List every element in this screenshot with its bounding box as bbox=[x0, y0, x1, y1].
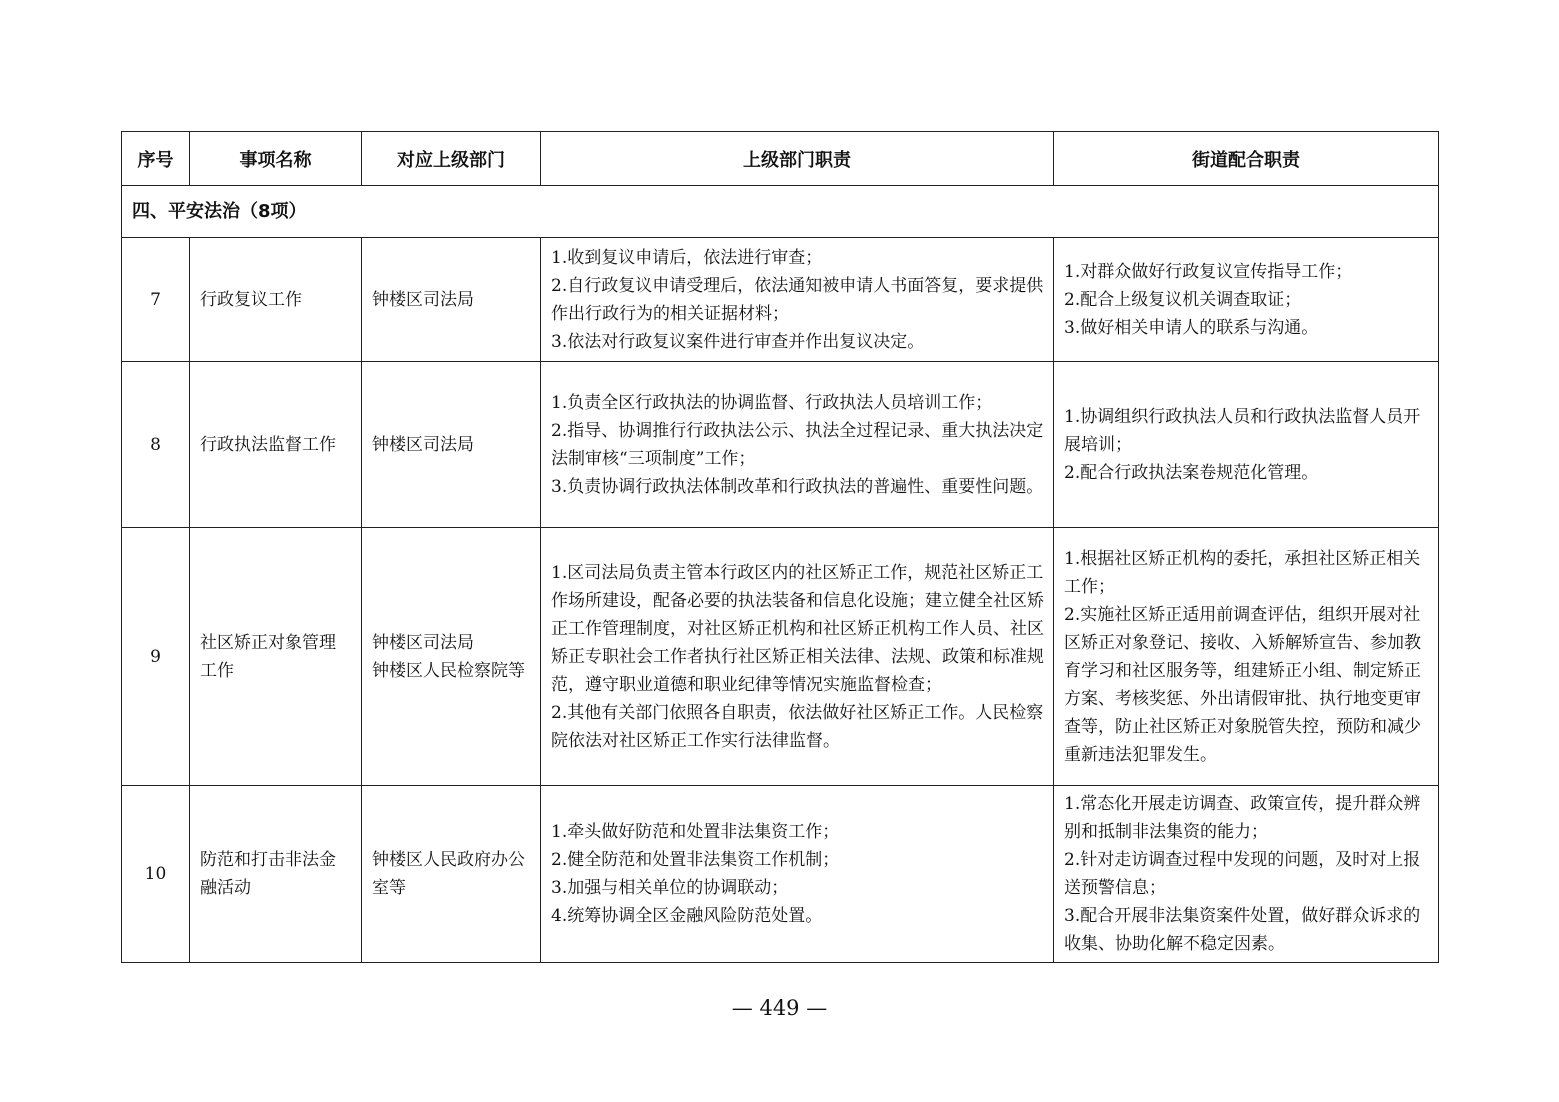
upper-duty-line: 2.健全防范和处置非法集资工作机制； bbox=[551, 850, 840, 870]
row-upper-duties bbox=[541, 238, 1054, 362]
street-duty-line: 2.针对走访调查过程中发现的问题，及时对上报送预警信息； bbox=[1064, 850, 1421, 898]
row-item-name: 行政执法监督工作 bbox=[190, 362, 362, 528]
upper-duty-line: 4.统筹协调全区金融风险防范处置。 bbox=[551, 906, 823, 926]
street-duty-line: 2.实施社区矫正适用前调查评估，组织开展对社区矫正对象登记、接收、入矫解矫宣告、参加教育学习和社区服务等，组建矫正小组、制定矫正方案、考核奖惩、外出请假审批、执行地变更审查等，防止社区矫正对象脱管失控，预防和减少重新违法犯罪发生。 bbox=[1064, 604, 1421, 765]
header-department: 对应上级部门 bbox=[362, 132, 541, 186]
table-row bbox=[122, 786, 1439, 963]
row-street-duties bbox=[1054, 362, 1439, 528]
street-duty-line: 2.配合上级复议机关调查取证； bbox=[1064, 289, 1302, 310]
upper-duty-line: 3.依法对行政复议案件进行审查并作出复议决定。 bbox=[551, 331, 925, 352]
section-title: 四、平安法治（8项） bbox=[122, 186, 1439, 238]
row-num: 9 bbox=[122, 528, 190, 786]
duties-table bbox=[121, 131, 1439, 963]
row-department: 钟楼区司法局 bbox=[362, 238, 541, 362]
street-duty-line: 3.做好相关申请人的联系与沟通。 bbox=[1064, 317, 1319, 338]
row-upper-duties bbox=[541, 786, 1054, 963]
row-department bbox=[362, 528, 541, 786]
row-street-duties bbox=[1054, 238, 1439, 362]
row-upper-duties bbox=[541, 362, 1054, 528]
upper-duty-line: 3.加强与相关单位的协调联动； bbox=[551, 878, 789, 898]
header-row bbox=[122, 132, 1439, 186]
upper-duty-line: 3.负责协调行政执法体制改革和行政执法的普遍性、重要性问题。 bbox=[551, 476, 1044, 497]
table-row bbox=[122, 238, 1439, 362]
upper-duty-line: 1.区司法局负责主管本行政区内的社区矫正工作，规范社区矫正工作场所建设，配备必要的执法装备和信息化设施；建立健全社区矫正工作管理制度，对社区矫正机构和社区矫正机构工作人员、社区矫正专职社会工作者执行社区矫正相关法律、法规、政策和标准规范，遵守职业道德和职业纪律等情况实施监督检查； bbox=[551, 562, 1044, 695]
row-street-duties bbox=[1054, 786, 1439, 963]
row-upper-duties bbox=[541, 528, 1054, 786]
street-duty-line: 1.协调组织行政执法人员和行政执法监督人员开展培训； bbox=[1064, 406, 1421, 455]
row-street-duties bbox=[1054, 528, 1439, 786]
header-num: 序号 bbox=[122, 132, 190, 186]
street-duty-line: 1.对群众做好行政复议宣传指导工作； bbox=[1064, 261, 1353, 282]
row-num: 7 bbox=[122, 238, 190, 362]
header-upper-duties: 上级部门职责 bbox=[541, 132, 1054, 186]
upper-duty-line: 1.牵头做好防范和处置非法集资工作； bbox=[551, 822, 840, 842]
department-line: 钟楼区司法局 钟楼区人民检察院等 bbox=[372, 632, 525, 681]
row-item-name: 社区矫正对象管理工作 bbox=[190, 528, 362, 786]
street-duty-line: 1.根据社区矫正机构的委托，承担社区矫正相关工作； bbox=[1064, 548, 1421, 597]
row-num: 10 bbox=[122, 786, 190, 963]
header-street-duties: 街道配合职责 bbox=[1054, 132, 1439, 186]
row-item-name: 防范和打击非法金融活动 bbox=[190, 786, 362, 963]
street-duty-line: 2.配合行政执法案卷规范化管理。 bbox=[1064, 462, 1319, 483]
section-row bbox=[122, 186, 1439, 238]
table-row bbox=[122, 362, 1439, 528]
header-item-name: 事项名称 bbox=[190, 132, 362, 186]
street-duty-line: 3.配合开展非法集资案件处置，做好群众诉求的收集、协助化解不稳定因素。 bbox=[1064, 906, 1421, 954]
upper-duty-line: 2.指导、协调推行行政执法公示、执法全过程记录、重大执法决定法制审核“三项制度”工作； bbox=[551, 420, 1044, 469]
upper-duty-line: 2.自行政复议申请受理后，依法通知被申请人书面答复，要求提供作出行政行为的相关证据材料； bbox=[551, 275, 1044, 324]
street-duty-line: 1.常态化开展走访调查、政策宣传，提升群众辨别和抵制非法集资的能力； bbox=[1064, 794, 1421, 842]
upper-duty-line: 1.收到复议申请后，依法进行审查； bbox=[551, 247, 823, 268]
row-department: 钟楼区人民政府办公室等 bbox=[362, 786, 541, 963]
row-item-name: 行政复议工作 bbox=[190, 238, 362, 362]
upper-duty-line: 2.其他有关部门依照各自职责，依法做好社区矫正工作。人民检察院依法对社区矫正工作实行法律监督。 bbox=[551, 702, 1044, 751]
row-num: 8 bbox=[122, 362, 190, 528]
table-row bbox=[122, 528, 1439, 786]
row-department: 钟楼区司法局 bbox=[362, 362, 541, 528]
upper-duty-line: 1.负责全区行政执法的协调监督、行政执法人员培训工作； bbox=[551, 392, 993, 413]
page-number: — 449 — bbox=[731, 996, 828, 1020]
